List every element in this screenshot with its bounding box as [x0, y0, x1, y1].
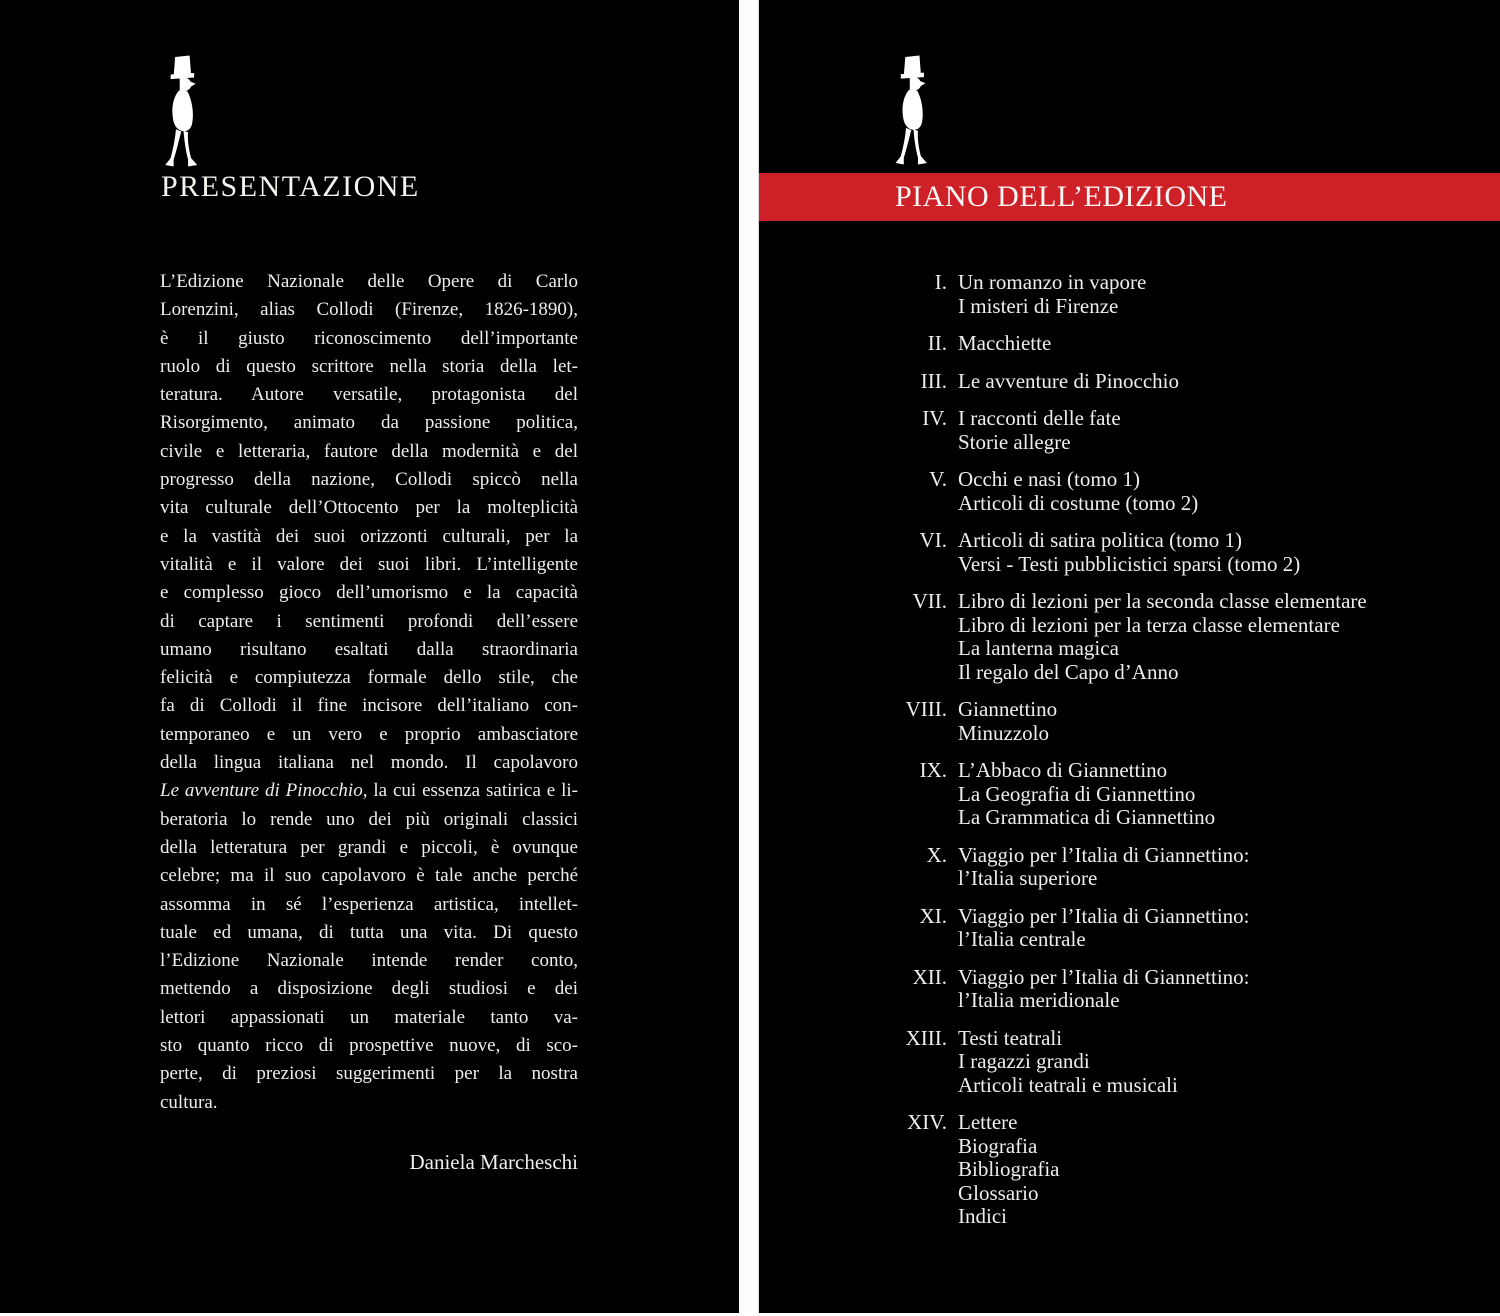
- paragraph-line: vitalità e il valore dei suoi libri. L’intelligente: [160, 553, 578, 575]
- edition-item-numeral: IV.: [922, 406, 947, 430]
- edition-item-title-line: La lanterna magica: [958, 636, 1119, 660]
- collodi-silhouette-icon: [890, 54, 934, 166]
- paragraph-line: è il giusto riconoscimento dell’importante: [160, 327, 578, 349]
- edition-item-title-line: Viaggio per l’Italia di Giannettino:: [958, 903, 1250, 928]
- page-gutter: [739, 0, 759, 1313]
- edition-item: [759, 844, 1500, 891]
- paragraph-line: e complesso gioco dell’umorismo e la capacità: [160, 582, 578, 604]
- edition-item: [759, 407, 1500, 454]
- paragraph-line: della letteratura per grandi e piccoli, è ovunque: [160, 836, 578, 858]
- edition-item-titles: [958, 332, 1051, 356]
- edition-item-titles: [958, 844, 1250, 891]
- edition-item-title-line: Viaggio per l’Italia di Giannettino:: [958, 964, 1250, 989]
- edition-item-title-line: Testi teatrali: [958, 1025, 1063, 1050]
- edition-item: [759, 271, 1500, 318]
- edition-item: [759, 1111, 1500, 1229]
- edition-item-title-line: l’Italia superiore: [958, 866, 1098, 890]
- edition-item-titles: [958, 759, 1215, 830]
- edition-item-numeral: X.: [926, 842, 947, 867]
- page-presentazione: [0, 0, 739, 1313]
- page-piano-edizione: [759, 0, 1500, 1313]
- edition-item-titles: [958, 529, 1300, 576]
- edition-item-title-line: Occhi e nasi (tomo 1): [958, 467, 1140, 491]
- edition-item-title-line: Libro di lezioni per la terza classe elementare: [958, 612, 1340, 637]
- edition-item-titles: [958, 271, 1146, 318]
- paragraph-line: sto quanto ricco di prospettive nuove, di sco-: [160, 1035, 578, 1057]
- edition-item-numeral: IX.: [919, 758, 947, 782]
- edition-item-title-line: Articoli di satira politica (tomo 1): [958, 528, 1243, 552]
- edition-item-title-line: I racconti delle fate: [958, 406, 1121, 430]
- edition-item-titles: [958, 590, 1367, 684]
- paragraph-line: temporaneo e un vero e proprio ambasciatore: [160, 723, 578, 745]
- paragraph-line: L’Edizione Nazionale delle Opere di Carlo: [160, 271, 578, 292]
- paragraph-line: Le avventure di Pinocchio, la cui essenza satirica e li-: [160, 780, 578, 802]
- paragraph-line: mettendo a disposizione degli studiosi e dei: [160, 978, 578, 1000]
- edition-item-numeral: II.: [927, 331, 947, 355]
- edition-item: [759, 759, 1500, 830]
- edition-item: [759, 590, 1500, 684]
- paragraph-line: beratoria lo rende uno dei più originali classici: [160, 808, 578, 830]
- edition-item-titles: [958, 407, 1121, 454]
- edition-item-title-line: Giannettino: [958, 697, 1058, 721]
- edition-item: [759, 370, 1500, 394]
- edition-item: [759, 332, 1500, 356]
- paragraph-line: di captare i sentimenti profondi dell’essere: [160, 610, 578, 632]
- edition-item: [759, 529, 1500, 576]
- presentation-paragraph: [160, 268, 578, 1117]
- edition-item: [759, 1027, 1500, 1098]
- edition-item-numeral: VIII.: [905, 697, 947, 721]
- edition-item-titles: [958, 698, 1057, 745]
- edition-item-numeral: I.: [934, 270, 947, 294]
- paragraph-line: Lorenzini, alias Collodi (Firenze, 1826-1890),: [160, 299, 578, 321]
- edition-item-title-line: Minuzzolo: [958, 720, 1049, 745]
- edition-item-title-line: Articoli teatrali e musicali: [958, 1072, 1178, 1097]
- edition-item-title-line: Indici: [958, 1204, 1007, 1228]
- edition-item-title-line: La Grammatica di Giannettino: [958, 805, 1216, 829]
- edition-item-title-line: Viaggio per l’Italia di Giannettino:: [958, 842, 1250, 867]
- edition-plan-list: [759, 271, 1500, 1243]
- author-signature: Daniela Marcheschi: [409, 1150, 578, 1174]
- edition-item-title-line: Articoli di costume (tomo 2): [958, 490, 1199, 515]
- page-title: PRESENTAZIONE: [161, 170, 420, 203]
- edition-item-title-line: Lettere: [958, 1110, 1018, 1134]
- paragraph-line: della lingua italiana nel mondo. Il capolavoro: [160, 752, 578, 774]
- edition-item-numeral: III.: [920, 368, 947, 393]
- edition-item-numeral: XIV.: [907, 1110, 947, 1134]
- edition-item-title-line: Macchiette: [958, 331, 1052, 355]
- paragraph-line: perte, di preziosi suggerimenti per la nostra: [160, 1063, 578, 1085]
- edition-item-numeral: V.: [929, 467, 947, 491]
- paragraph-line: lettori appassionati un materiale tanto va-: [160, 1006, 578, 1028]
- paragraph-line: teratura. Autore versatile, protagonista del: [160, 384, 578, 406]
- edition-item-numeral: VI.: [919, 528, 947, 552]
- edition-item-title-line: Un romanzo in vapore: [958, 270, 1147, 294]
- paragraph-line: assomma in sé l’esperienza artistica, intellet-: [160, 893, 578, 915]
- paragraph-line: e la vastità dei suoi orizzonti culturali, per la: [160, 525, 578, 547]
- paragraph-line: Risorgimento, animato da passione politica,: [160, 412, 578, 434]
- paragraph-line: progresso della nazione, Collodi spiccò nella: [160, 469, 578, 491]
- edition-item-title-line: Il regalo del Capo d’Anno: [958, 659, 1179, 684]
- edition-item-titles: [958, 468, 1198, 515]
- edition-item-title-line: l’Italia centrale: [958, 927, 1086, 951]
- paragraph-line: celebre; ma il suo capolavoro è tale anche perché: [160, 865, 578, 887]
- edition-item-titles: [958, 1027, 1178, 1098]
- section-banner-title: PIANO DELL’EDIZIONE: [895, 180, 1228, 213]
- edition-item-title-line: L’Abbaco di Giannettino: [958, 758, 1168, 782]
- paragraph-line: felicità e compiutezza formale dello stile, che: [160, 667, 578, 689]
- section-banner: [759, 173, 1500, 221]
- edition-item-title-line: Versi - Testi pubblicistici sparsi (tomo 2): [958, 551, 1301, 576]
- paragraph-line: fa di Collodi il fine incisore dell’italiano con-: [160, 695, 578, 717]
- edition-item-title-line: Le avventure di Pinocchio: [958, 368, 1180, 393]
- edition-item-title-line: Storie allegre: [958, 429, 1071, 454]
- edition-item: [759, 905, 1500, 952]
- edition-item: [759, 698, 1500, 745]
- edition-item-title-line: Glossario: [958, 1180, 1039, 1205]
- edition-item-title-line: I misteri di Firenze: [958, 293, 1119, 318]
- paragraph-line: vita culturale dell’Ottocento per la molteplicità: [160, 497, 578, 519]
- paragraph-line: l’Edizione Nazionale intende render conto,: [160, 950, 578, 972]
- edition-item-title-line: Libro di lezioni per la seconda classe elementare: [958, 589, 1367, 613]
- edition-item-title-line: Bibliografia: [958, 1157, 1060, 1181]
- paragraph-line: cultura.: [160, 1091, 218, 1113]
- edition-item-numeral: XI.: [919, 903, 947, 928]
- collodi-silhouette-icon: [160, 54, 204, 168]
- edition-item-titles: [958, 966, 1250, 1013]
- edition-item-numeral: XII.: [912, 964, 947, 989]
- edition-item-titles: [958, 1111, 1059, 1229]
- paragraph-line: tuale ed umana, di tutta una vita. Di questo: [160, 921, 578, 943]
- edition-item-title-line: Biografia: [958, 1133, 1038, 1158]
- paragraph-line: civile e letteraria, fautore della modernità e del: [160, 440, 578, 462]
- edition-item-title-line: La Geografia di Giannettino: [958, 781, 1196, 806]
- paragraph-line: umano risultano esaltati dalla straordinaria: [160, 638, 578, 660]
- paragraph-line: ruolo di questo scrittore nella storia della let-: [160, 355, 578, 377]
- edition-item-title-line: I ragazzi grandi: [958, 1049, 1090, 1073]
- edition-item-numeral: XIII.: [905, 1025, 947, 1050]
- edition-item-numeral: VII.: [912, 589, 947, 613]
- edition-item-title-line: l’Italia meridionale: [958, 988, 1120, 1012]
- edition-item-titles: [958, 370, 1179, 394]
- edition-item: [759, 468, 1500, 515]
- edition-item-titles: [958, 905, 1250, 952]
- edition-item: [759, 966, 1500, 1013]
